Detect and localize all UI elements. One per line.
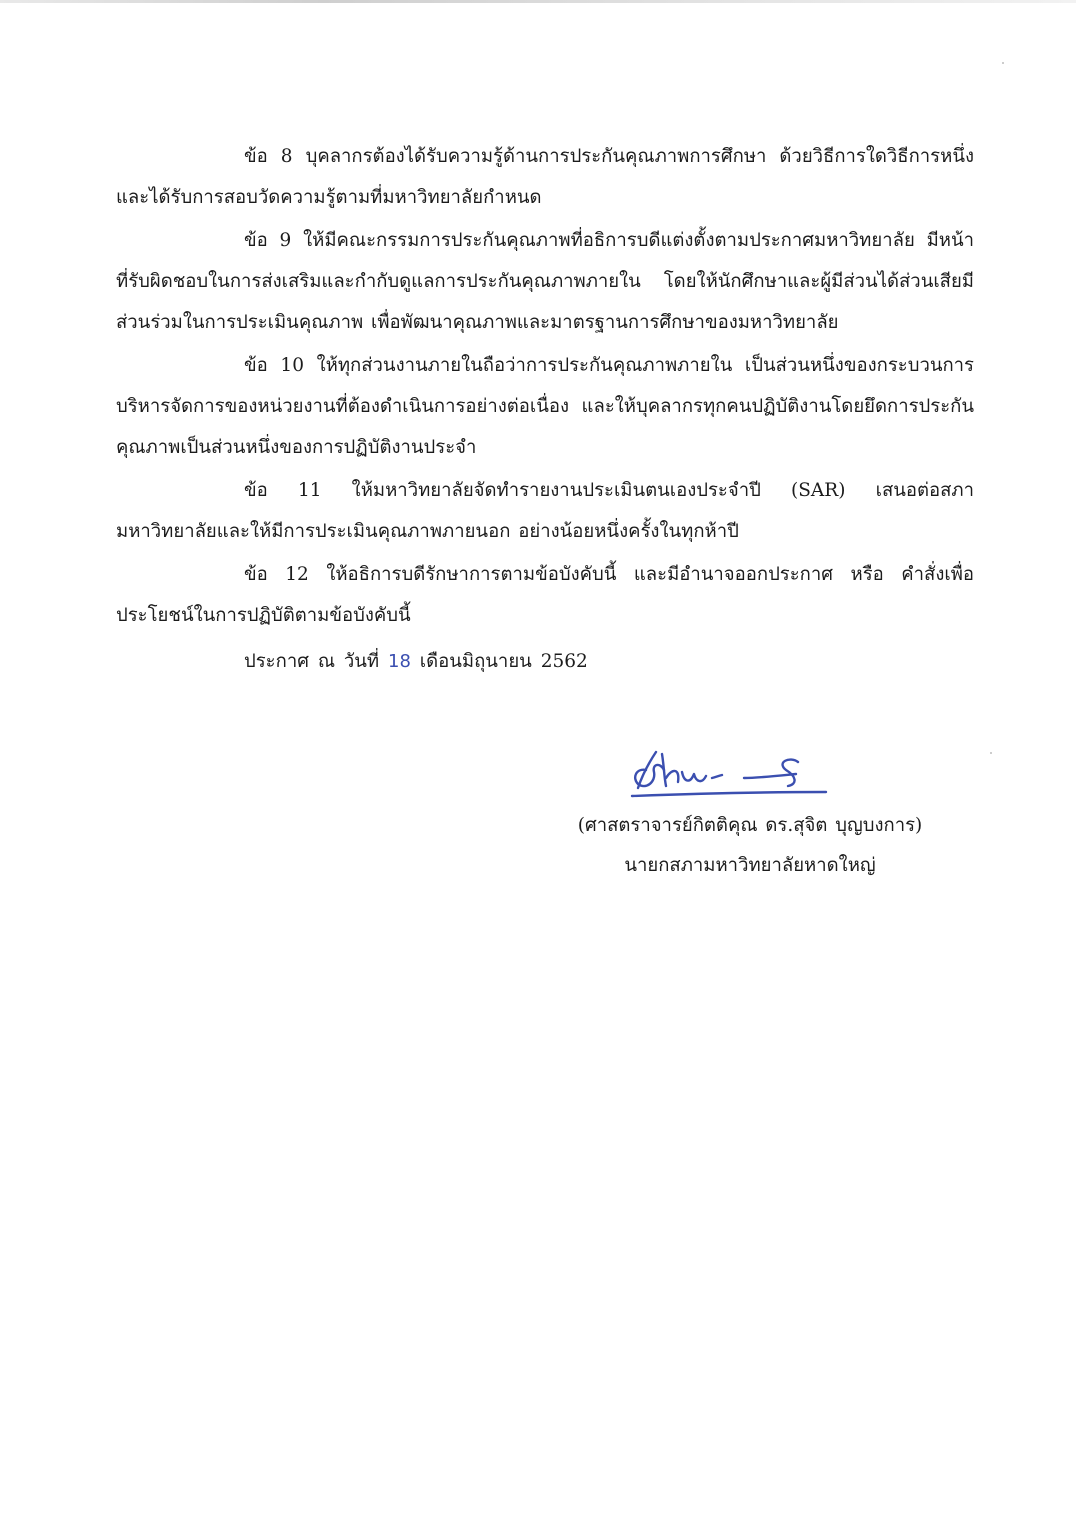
clause-11: ข้อ 11 ให้มหาวิทยาลัยจัดทำรายงานประเมินตนเองประจำปี (SAR) เสนอต่อสภามหาวิทยาลัยและให้มีการประเมินคุณภาพภายนอก อย่างน้อยหนึ่งครั้งในทุกห้าปี: [116, 480, 974, 542]
scan-top-edge: [0, 0, 1076, 3]
announcement-prefix: ประกาศ ณ วันที่: [244, 651, 380, 672]
handwritten-signature: [626, 742, 836, 806]
signer-name: (ศาสตราจารย์กิตติคุณ ดร.สุจิต บุญบงการ): [577, 815, 923, 836]
announcement-line: [244, 648, 588, 676]
scan-speck: [990, 752, 992, 754]
document-body: [116, 136, 974, 638]
announcement-month-year: เดือนมิถุนายน 2562: [419, 651, 588, 672]
clause-10: ข้อ 10 ให้ทุกส่วนงานภายในถือว่าการประกันคุณภาพภายใน เป็นส่วนหนึ่งของกระบวนการบริหารจัดการของหน่วยงานที่ต้องดำเนินการอย่างต่อเนื่อง และให้บุคลากรทุกคนปฏิบัติงานโดยยึดการประกันคุณภาพเป็นส่วนหนึ่งของการปฏิบัติงานประจำ: [116, 355, 974, 458]
signer-title: นายกสภามหาวิทยาลัยหาดใหญ่: [624, 855, 876, 876]
announcement-day: 18: [388, 651, 411, 672]
clause-12: ข้อ 12 ให้อธิการบดีรักษาการตามข้อบังคับนี้ และมีอำนาจออกประกาศ หรือ คำสั่งเพื่อประโยชน์ในการปฏิบัติตามข้อบังคับนี้: [116, 564, 974, 626]
clause-9: ข้อ 9 ให้มีคณะกรรมการประกันคุณภาพที่อธิการบดีแต่งตั้งตามประกาศมหาวิทยาลัย มีหน้าที่รับผิดชอบในการส่งเสริมและกำกับดูแลการประกันคุณภาพภายใน โดยให้นักศึกษาและผู้มีส่วนได้ส่วนเสียมีส่วนร่วมในการประเมินคุณภาพ เพื่อพัฒนาคุณภาพและมาตรฐานการศึกษาของมหาวิทยาลัย: [116, 230, 974, 333]
scan-speck: [1002, 62, 1004, 64]
clause-8: ข้อ 8 บุคลากรต้องได้รับความรู้ด้านการประกันคุณภาพการศึกษา ด้วยวิธีการใดวิธีการหนึ่งและได้รับการสอบวัดความรู้ตามที่มหาวิทยาลัยกำหนด: [116, 146, 974, 208]
